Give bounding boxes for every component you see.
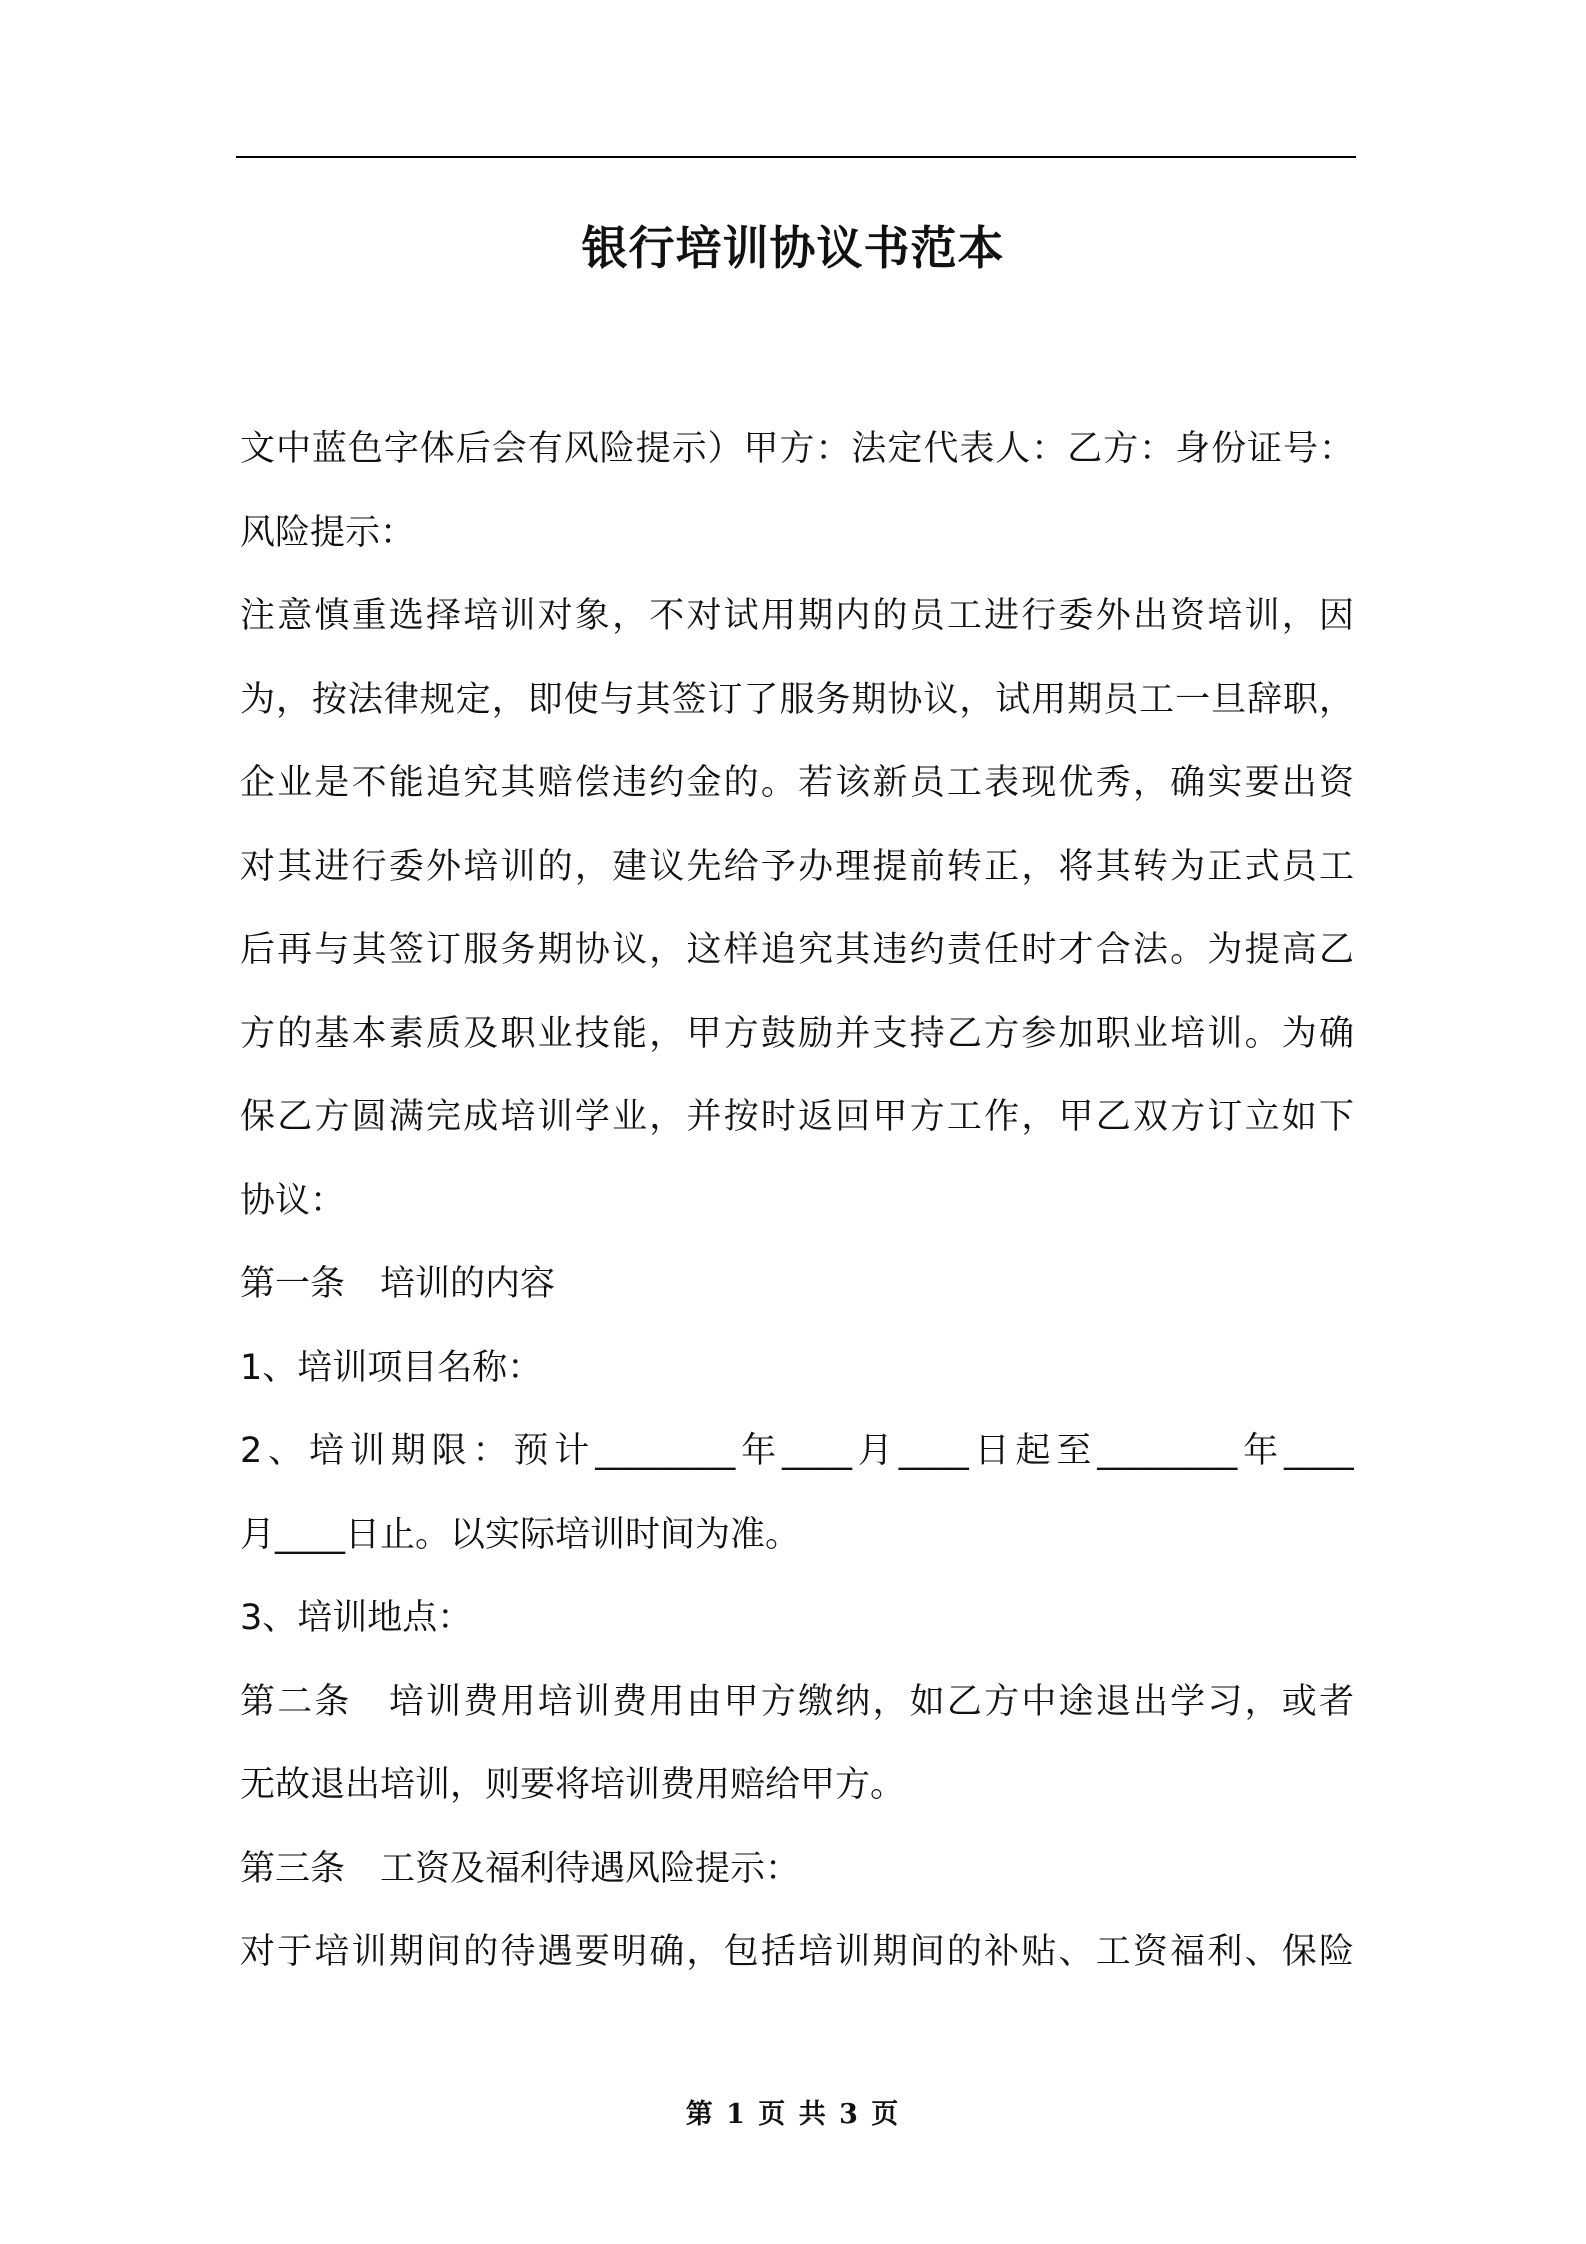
text-line: 3、培训地点： [240,1598,473,1638]
text-line: 对于培训期间的待遇要明确，包括培训期间的补贴、工资福利、保险 [240,1932,1354,1972]
text-line: 月____日止。以实际培训时间为准。 [240,1514,801,1555]
text-line: 无故退出培训，则要将培训费用赔给甲方。 [240,1765,906,1805]
text-line: 1、培训项目名称： [240,1347,543,1388]
text-line: 第二条 培训费用培训费用由甲方缴纳，如乙方中途退出学习，或者 [240,1681,1354,1722]
text-line: 文中蓝色字体后会有风险提示）甲方：法定代表人：乙方：身份证号： [240,429,1354,469]
text-line: 保乙方圆满完成培训学业，并按时返回甲方工作，甲乙双方订立如下 [240,1097,1354,1137]
text-line: 2、培训期限：预计________年____月____日起至________年____ [240,1431,1354,1471]
text-line: 企业是不能追究其赔偿违约金的。若该新员工表现优秀，确实要出资 [240,763,1354,803]
document-title: 银行培训协议书范本 [581,221,1005,275]
text-line: 第三条 工资及福利待遇风险提示： [240,1848,801,1889]
text-line: 为，按法律规定，即使与其签订了服务期协议，试用期员工一旦辞职， [240,679,1354,720]
text-line: 注意慎重选择培训对象，不对试用期内的员工进行委外出资培训，因 [240,596,1354,636]
page-indicator: 第 1 页 共 3 页 [685,2099,901,2130]
text-line: 对其进行委外培训的，建议先给予办理提前转正，将其转为正式员工 [240,846,1354,887]
header-rule [236,156,1356,158]
text-line: 方的基本素质及职业技能，甲方鼓励并支持乙方参加职业培训。为确 [240,1013,1354,1054]
text-line: 风险提示： [240,512,416,553]
text-line: 协议： [240,1180,346,1221]
text-line: 第一条 培训的内容 [240,1264,556,1304]
document-body [240,408,1354,1995]
text-line: 后再与其签订服务期协议，这样追究其违约责任时才合法。为提高乙 [240,930,1354,970]
